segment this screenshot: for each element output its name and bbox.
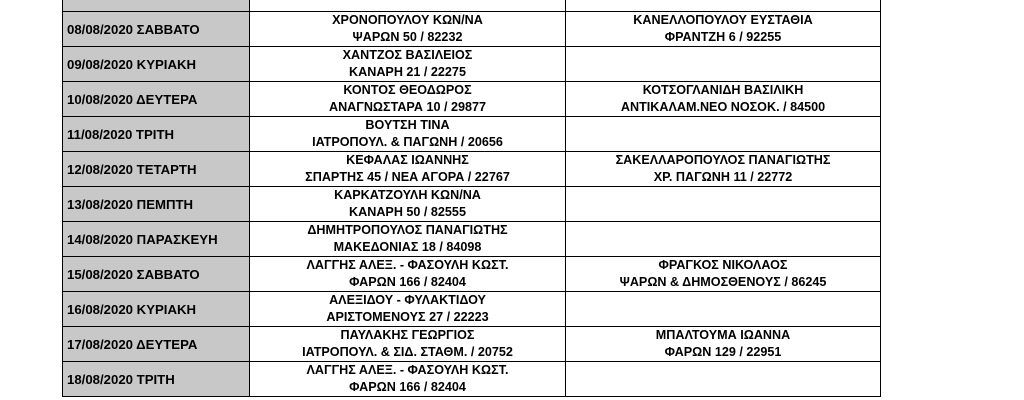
- pharmacy-name: ΒΟΥΤΣΗ ΤΙΝΑ: [365, 118, 450, 132]
- pharmacy-cell-a: [250, 47, 566, 82]
- date-cell: 10/08/2020 ΔΕΥΤΕΡΑ: [63, 82, 250, 117]
- pharmacy-cell-b: [566, 362, 881, 397]
- pharmacy-address: ΑΡΙΣΤΟΜΕΝΟΥΣ 27 / 22223: [326, 310, 489, 324]
- pharmacy-address: ΙΑΤΡΟΠΟΥΛ. & ΣΙΔ. ΣΤΑΘΜ. / 20752: [302, 345, 513, 359]
- pharmacy-name: ΧΑΝΤΖΟΣ ΒΑΣΙΛΕΙΟΣ: [342, 48, 473, 62]
- pharmacy-name: ΜΠΑΛΤΟΥΜΑ ΙΩΑΝΝΑ: [655, 328, 791, 342]
- pharmacy-cell-a: [250, 187, 566, 222]
- table-row: [63, 257, 881, 292]
- table-row: [63, 327, 881, 362]
- pharmacy-address: ΚΑΝΑΡΗ 21 / 22275: [349, 65, 466, 79]
- pharmacy-address: ΦΡΑΝΤΖΗ 6 / 92255: [664, 30, 782, 44]
- pharmacy-name: ΦΡΑΓΚΟΣ ΝΙΚΟΛΑΟΣ: [658, 258, 788, 272]
- pharmacy-address: ΑΝΑΓΝΩΣΤΑΡΑ 10 / 29877: [328, 100, 487, 114]
- date-cell: 13/08/2020 ΠΕΜΠΤΗ: [63, 187, 250, 222]
- pharmacy-cell-b: [566, 327, 881, 362]
- pharmacy-address: ΜΑΚΕΔΟΝΙΑΣ 18 / 84098: [333, 240, 482, 254]
- pharmacy-cell-a: [250, 257, 566, 292]
- pharmacy-name: ΣΑΚΕΛΛΑΡΟΠΟΥΛΟΣ ΠΑΝΑΓΙΩΤΗΣ: [615, 153, 831, 167]
- pharmacy-cell-a: [250, 222, 566, 257]
- pharmacy-cell-b: [566, 117, 881, 152]
- pharmacy-cell-b: [566, 12, 881, 47]
- pharmacy-duty-table: [62, 0, 881, 397]
- table-row: [63, 222, 881, 257]
- pharmacy-cell-b: [566, 82, 881, 117]
- table-row: [63, 117, 881, 152]
- pharmacy-address: ΧΡ. ΠΑΓΩΝΗ 11 / 22772: [653, 170, 793, 184]
- table-row: [63, 362, 881, 397]
- pharmacy-cell-a: [250, 362, 566, 397]
- date-cell: 11/08/2020 ΤΡΙΤΗ: [63, 117, 250, 152]
- pharmacy-cell-empty: [250, 0, 566, 12]
- pharmacy-address: ΦΑΡΩΝ 166 / 82404: [349, 275, 466, 289]
- date-cell: 17/08/2020 ΔΕΥΤΕΡΑ: [63, 327, 250, 362]
- date-cell: 12/08/2020 ΤΕΤΑΡΤΗ: [63, 152, 250, 187]
- pharmacy-cell-empty: [566, 0, 881, 12]
- pharmacy-name: ΠΑΥΛΑΚΗΣ ΓΕΩΡΓΙΟΣ: [340, 328, 475, 342]
- pharmacy-cell-a: [250, 292, 566, 327]
- pharmacy-address: ΚΑΝΑΡΗ 50 / 82555: [349, 205, 466, 219]
- table-row-top: [63, 0, 881, 12]
- pharmacy-cell-a: [250, 12, 566, 47]
- pharmacy-address: ΨΑΡΩΝ & ΔΗΜΟΣΘΕΝΟΥΣ / 86245: [619, 275, 827, 289]
- date-cell: 16/08/2020 ΚΥΡΙΑΚΗ: [63, 292, 250, 327]
- table-row: [63, 292, 881, 327]
- pharmacy-name: ΚΟΤΣΟΓΛΑΝΙΔΗ ΒΑΣΙΛΙΚΗ: [642, 83, 804, 97]
- pharmacy-cell-a: [250, 327, 566, 362]
- date-cell: 09/08/2020 ΚΥΡΙΑΚΗ: [63, 47, 250, 82]
- pharmacy-name: ΚΕΦΑΛΑΣ ΙΩΑΝΝΗΣ: [346, 153, 469, 167]
- pharmacy-cell-a: [250, 82, 566, 117]
- date-cell: 15/08/2020 ΣΑΒΒΑΤΟ: [63, 257, 250, 292]
- pharmacy-cell-a: [250, 152, 566, 187]
- date-cell: 14/08/2020 ΠΑΡΑΣΚΕΥΗ: [63, 222, 250, 257]
- table-row: [63, 187, 881, 222]
- pharmacy-address: ΑΝΤΙΚΑΛΑΜ.ΝΕΟ ΝΟΣΟΚ. / 84500: [620, 100, 826, 114]
- pharmacy-name: ΛΑΓΓΗΣ ΑΛΕΞ. - ΦΑΣΟΥΛΗ ΚΩΣΤ.: [306, 363, 509, 377]
- pharmacy-name: ΔΗΜΗΤΡΟΠΟΥΛΟΣ ΠΑΝΑΓΙΩΤΗΣ: [307, 223, 508, 237]
- pharmacy-cell-a: [250, 117, 566, 152]
- pharmacy-cell-b: [566, 47, 881, 82]
- table-row: [63, 47, 881, 82]
- pharmacy-address: ΨΑΡΩΝ 50 / 82232: [352, 30, 463, 44]
- pharmacy-name: ΧΡΟΝΟΠΟΥΛΟΥ ΚΩΝ/ΝΑ: [332, 13, 483, 27]
- pharmacy-address: ΦΑΡΩΝ 129 / 22951: [664, 345, 782, 359]
- pharmacy-name: ΑΛΕΞΙΔΟΥ - ΦΥΛΑΚΤΙΔΟΥ: [329, 293, 486, 307]
- pharmacy-cell-b: [566, 187, 881, 222]
- table-row: [63, 152, 881, 187]
- pharmacy-cell-b: [566, 257, 881, 292]
- pharmacy-cell-b: [566, 292, 881, 327]
- pharmacy-address: ΙΑΤΡΟΠΟΥΛ. & ΠΑΓΩΝΗ / 20656: [312, 135, 503, 149]
- table-row: [63, 82, 881, 117]
- pharmacy-name: ΚΑΡΚΑΤΖΟΥΛΗ ΚΩΝ/ΝΑ: [334, 188, 481, 202]
- date-cell-empty: [63, 0, 250, 12]
- pharmacy-cell-b: [566, 222, 881, 257]
- pharmacy-name: ΚΑΝΕΛΛΟΠΟΥΛΟΥ ΕΥΣΤΑΘΙΑ: [633, 13, 813, 27]
- pharmacy-address: ΦΑΡΩΝ 166 / 82404: [349, 380, 466, 394]
- table-row: [63, 12, 881, 47]
- pharmacy-name: ΚΟΝΤΟΣ ΘΕΟΔΩΡΟΣ: [343, 83, 472, 97]
- table-body: [63, 0, 881, 397]
- pharmacy-cell-b: [566, 152, 881, 187]
- pharmacy-address: ΣΠΑΡΤΗΣ 45 / ΝΕΑ ΑΓΟΡΑ / 22767: [305, 170, 510, 184]
- pharmacy-name: ΛΑΓΓΗΣ ΑΛΕΞ. - ΦΑΣΟΥΛΗ ΚΩΣΤ.: [306, 258, 509, 272]
- date-cell: 08/08/2020 ΣΑΒΒΑΤΟ: [63, 12, 250, 47]
- date-cell: 18/08/2020 ΤΡΙΤΗ: [63, 362, 250, 397]
